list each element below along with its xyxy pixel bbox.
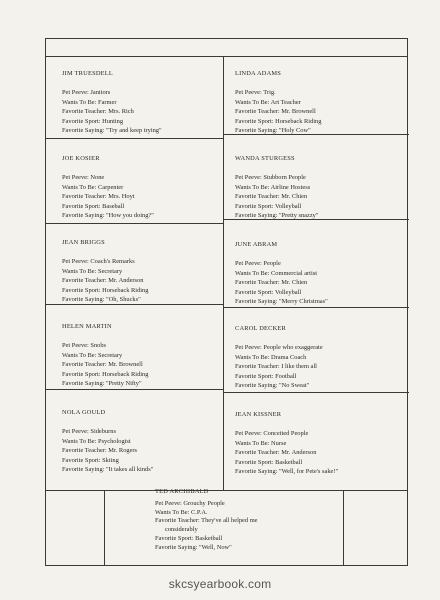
student-entry: NOLA GOULD Pet Peeve: Sideburns Wants To Be: Psychologist Favorite Teacher: Mr. Rogers Favorite Sport: Skiing Favorite Saying: "It takes all kinds" — [62, 409, 154, 474]
center-divider — [223, 57, 224, 490]
student-entry: JOE KOSIER Pet Peeve: None Wants To Be: Carpenter Favorite Teacher: Mrs. Hoyt Favorite Sport: Baseball Favorite Saying: "How you doing?" — [62, 155, 154, 220]
student-name: JEAN KISSNER — [235, 411, 282, 418]
student-name: JUNE ABRAM — [235, 241, 278, 248]
row-divider — [46, 389, 223, 390]
student-entry: CAROL DECKER Pet Peeve: People who exaggerate Wants To Be: Drama Coach Favorite Teacher: I like them all Favorite Sport: Football Favorite Saying: "No Sweat" — [235, 325, 323, 390]
row-divider — [223, 307, 409, 308]
student-entry: HELEN MARTIN Pet Peeve: Snobs Wants To Be: Secretary Favorite Teacher: Mr. Brownell Favorite Sport: Horseback Riding Favorite Saying: "Pretty Nifty" — [62, 323, 149, 388]
site-watermark: skcsyearbook.com — [168, 577, 272, 591]
student-entry: JEAN KISSNER Pet Peeve: Conceited People Wants To Be: Nurse Favorite Teacher: Mr. Anderson Favorite Sport: Basketball Favorite Saying: "Well, for Pete's sake!" — [235, 411, 339, 476]
student-entry: JUNE ABRAM Pet Peeve: People Wants To Be: Commercial artist Favorite Teacher: Mr. Chien Favorite Sport: Volleyball Favorite Saying: "Merry Christmas" — [235, 241, 328, 306]
row-divider — [46, 138, 223, 139]
bottom-divider-left — [104, 490, 105, 565]
student-name: JOE KOSIER — [62, 155, 100, 162]
student-name: LINDA ADAMS — [235, 70, 282, 77]
student-name: NOLA GOULD — [62, 409, 106, 416]
student-entry-bottom: TED ARCHIBALD Pet Peeve: Grouchy People Wants To Be: C.P.A. Favorite Teacher: They've all helped me considerably Favorite Sport: Basketball Favorite Saying: "Well, Now" — [155, 488, 258, 551]
student-entry: JEAN BRIGGS Pet Peeve: Coach's Remarks Wants To Be: Secretary Favorite Teacher: Mr. Anderson Favorite Sport: Horseback Riding Favorite Saying: "Oh, Shucks" — [62, 239, 149, 304]
row-divider — [46, 223, 223, 224]
student-entry: JIM TRUESDELL Pet Peeve: Janitors Wants To Be: Farmer Favorite Teacher: Mrs. Rich Favorite Sport: Hunting Favorite Saying: "Try and keep trying" — [62, 70, 162, 135]
student-name: JIM TRUESDELL — [62, 70, 113, 77]
student-name: HELEN MARTIN — [62, 323, 112, 330]
row-divider — [223, 392, 409, 393]
student-name: CAROL DECKER — [235, 325, 286, 332]
student-entry: LINDA ADAMS Pet Peeve: Trig. Wants To Be: Art Teacher Favorite Teacher: Mr. Brownell Favorite Sport: Horseback Riding Favorite Saying: "Holy Cow" — [235, 70, 322, 135]
top-strip — [46, 39, 407, 57]
student-name: JEAN BRIGGS — [62, 239, 105, 246]
student-entry: WANDA STURGESS Pet Peeve: Stubborn People Wants To Be: Airline Hostess Favorite Teacher: Mr. Chien Favorite Sport: Volleyball Favorite Saying: "Pretty snazzy" — [235, 155, 319, 220]
student-name: WANDA STURGESS — [235, 155, 295, 162]
student-name: TED ARCHIBALD — [155, 488, 209, 495]
bottom-divider-right — [343, 490, 344, 565]
